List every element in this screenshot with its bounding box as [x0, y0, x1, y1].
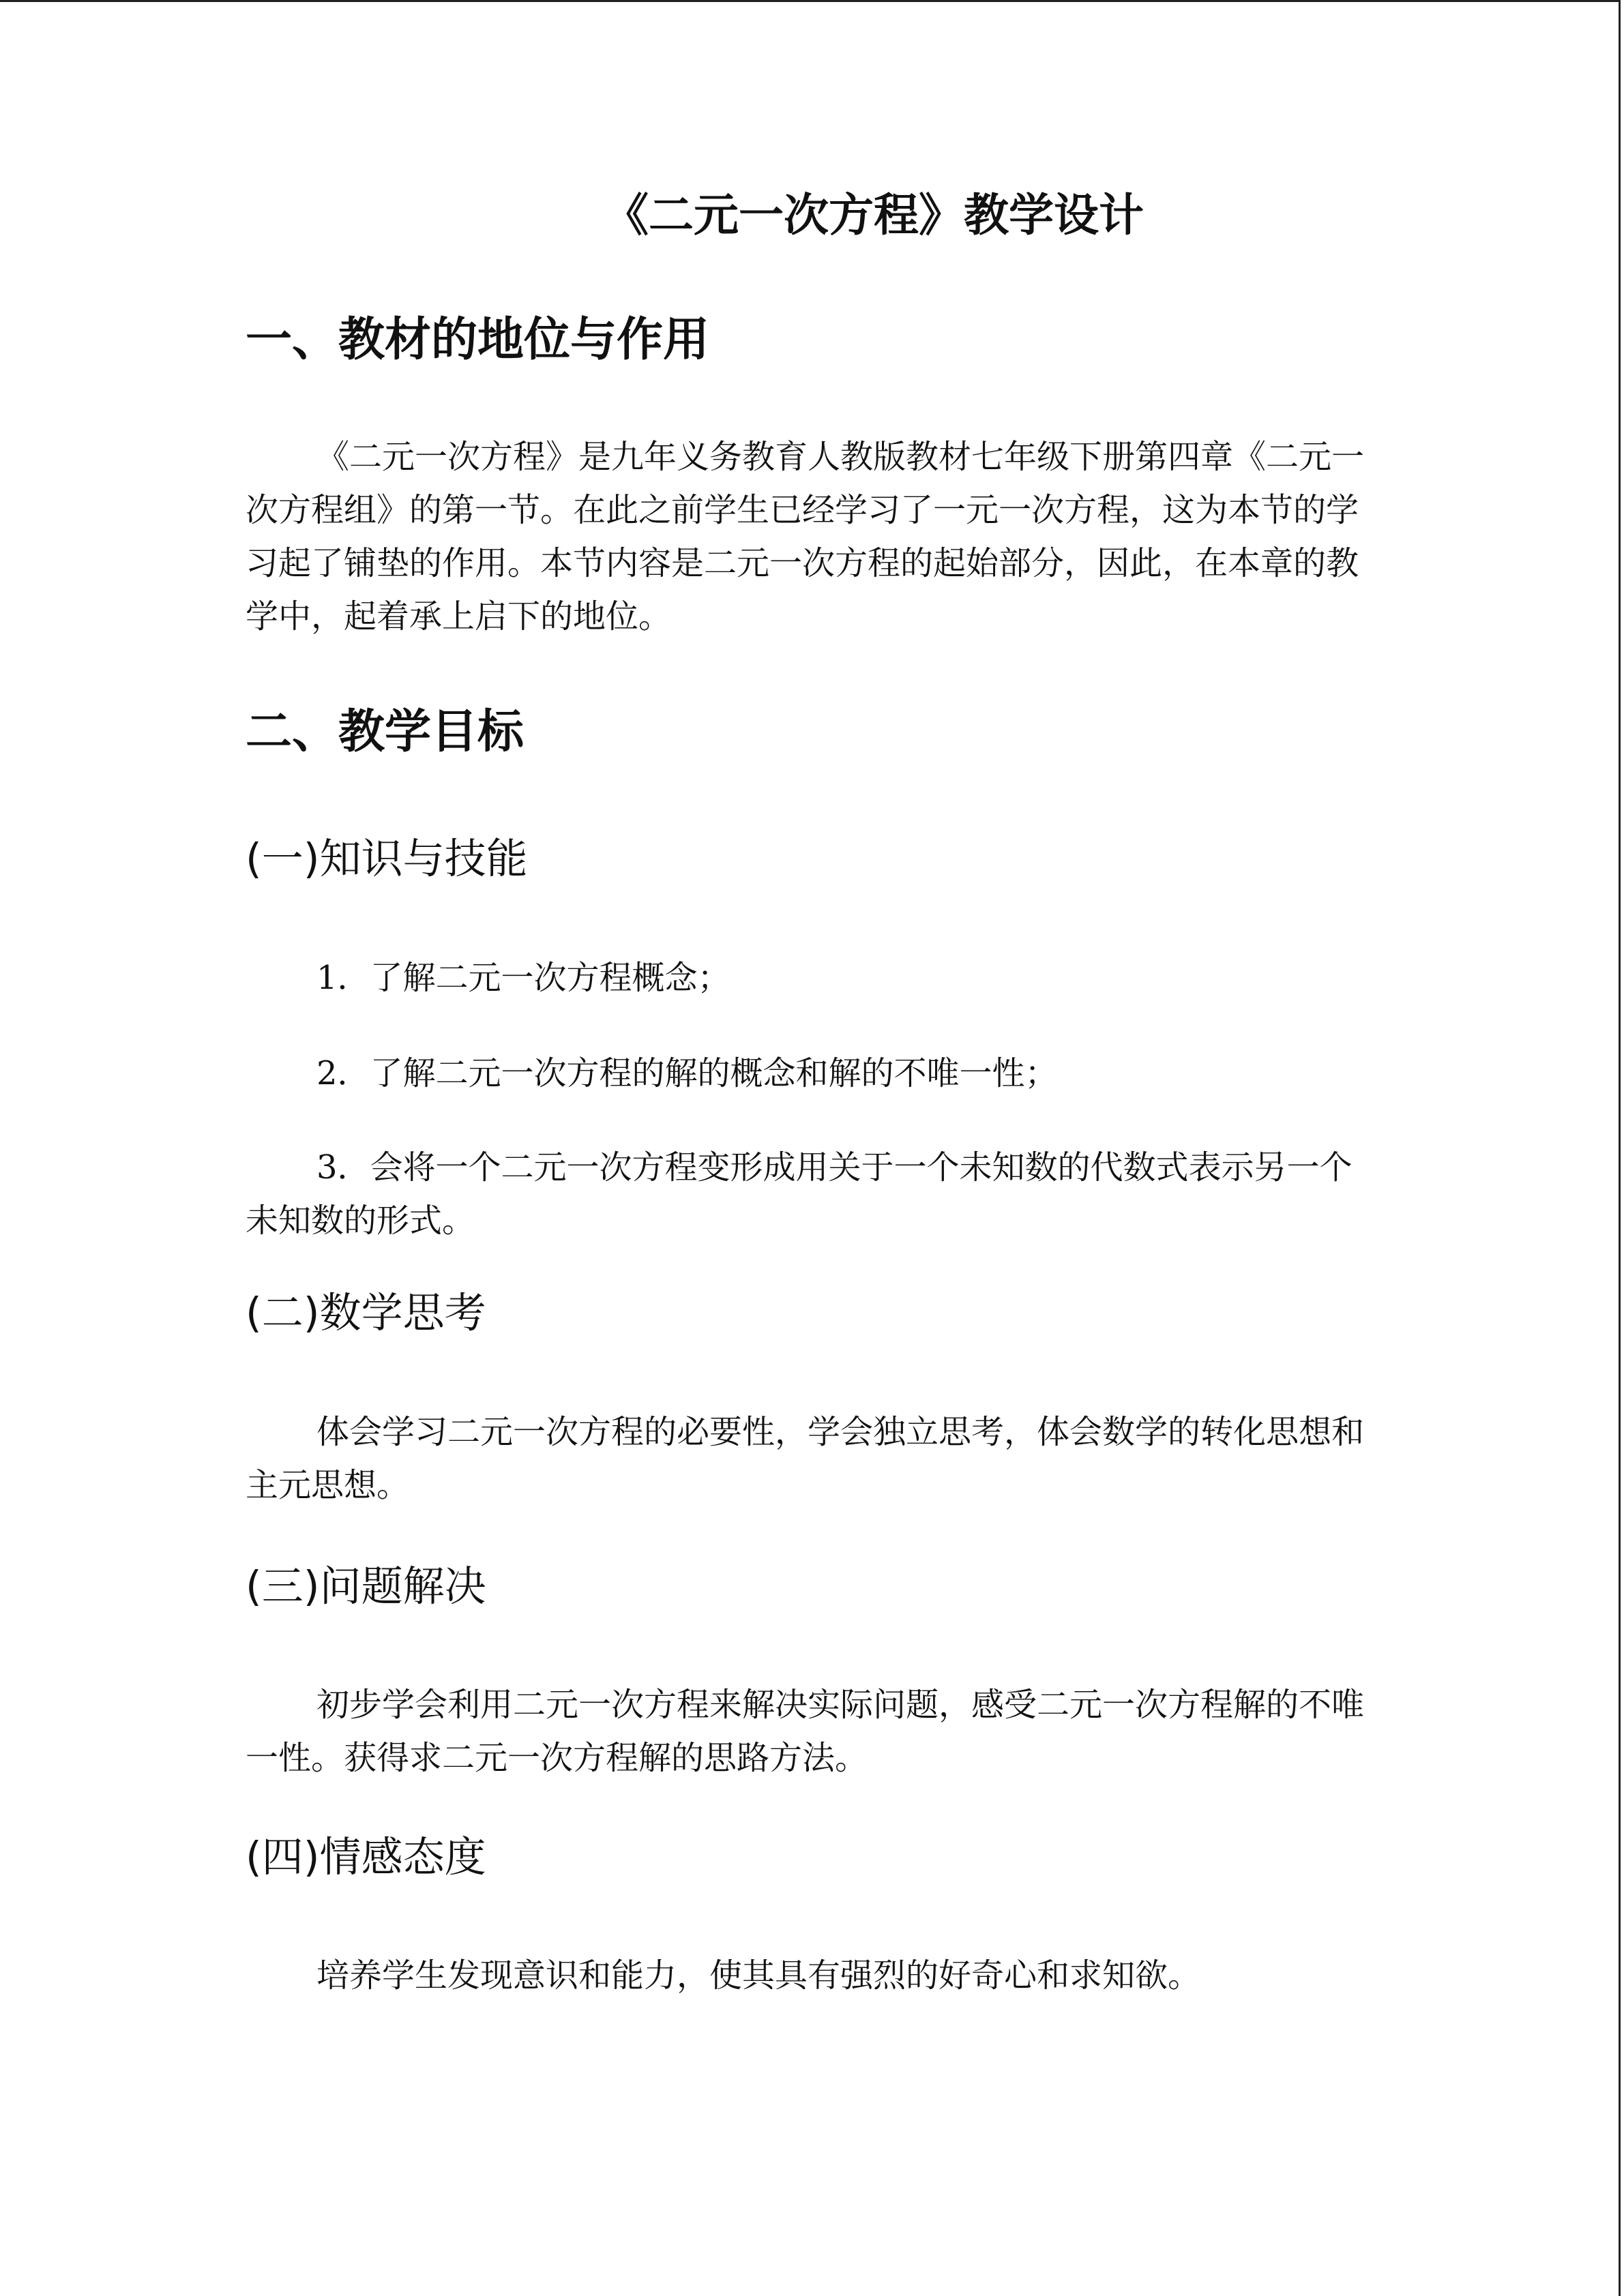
- subsection-heading-attitude: (四)情感态度: [246, 1833, 486, 1881]
- problem-solving-paragraph: 初步学会利用二元一次方程来解决实际问题，感受二元一次方程解的不唯一性。获得求二元一次方程解的思路方法。: [246, 1686, 1365, 1777]
- section-heading-objectives: 二、教学目标: [246, 705, 525, 759]
- document-title: 《二元一次方程》教学设计: [604, 189, 1144, 241]
- objective-item-2: 2．了解二元一次方程的解的概念和解的不唯一性；: [316, 1054, 1058, 1092]
- subsection-heading-problem-solving: (三)问题解决: [246, 1562, 486, 1611]
- objective-item-1: 1．了解二元一次方程概念；: [316, 959, 730, 997]
- attitude-paragraph: 培养学生发现意识和能力，使其具有强烈的好奇心和求知欲。: [316, 1956, 1201, 1995]
- section-heading-role: 一、教材的地位与作用: [246, 313, 710, 367]
- subsection-heading-thinking: (二)数学思考: [246, 1289, 486, 1337]
- objective-item-3: 3．会将一个二元一次方程变形成用关于一个未知数的代数式表示另一个未知数的形式。: [246, 1148, 1353, 1240]
- thinking-paragraph: 体会学习二元一次方程的必要性，学会独立思考，体会数学的转化思想和主元思想。: [246, 1413, 1365, 1504]
- subsection-heading-knowledge: (一)知识与技能: [246, 835, 528, 883]
- section-role-paragraph: 《二元一次方程》是九年义务教育人教版教材七年级下册第四章《二元一次方程组》的第一节。在此之前学生已经学习了一元一次方程，这为本节的学习起了铺垫的作用。本节内容是二元一次方程的起始部分，因此，在本章的教学中，起着承上启下的地位。: [246, 438, 1365, 636]
